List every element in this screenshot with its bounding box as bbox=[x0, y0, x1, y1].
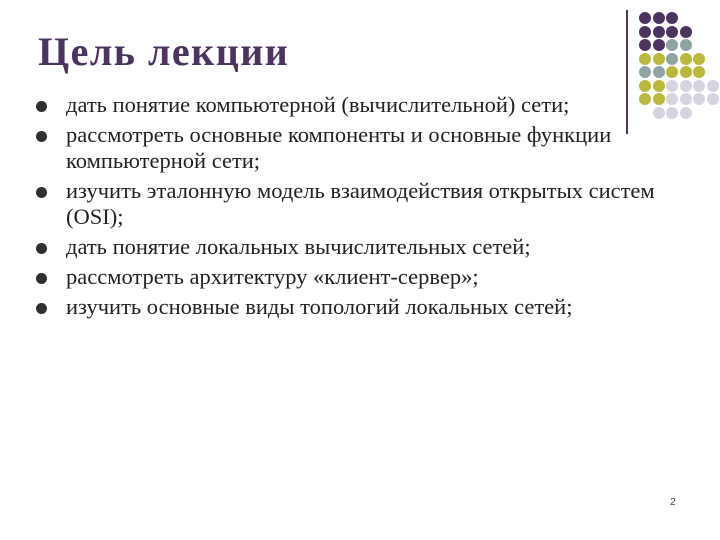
bullet-text: изучить основные виды топологий локальных сетей; bbox=[66, 294, 573, 319]
decorative-dot bbox=[707, 93, 719, 105]
bullet-item bbox=[34, 294, 674, 320]
decorative-dot bbox=[680, 66, 692, 78]
decorative-dot bbox=[653, 53, 665, 65]
decorative-dot bbox=[639, 66, 651, 78]
decorative-dot bbox=[666, 12, 678, 24]
bullet-item bbox=[34, 264, 674, 290]
bullet-list bbox=[34, 92, 674, 324]
decorative-dot bbox=[680, 93, 692, 105]
decorative-dot bbox=[639, 80, 651, 92]
bullet-dot-icon bbox=[36, 131, 47, 142]
bullet-text: изучить эталонную модель взаимодействия открытых систем (OSI); bbox=[66, 178, 655, 229]
decorative-dot bbox=[653, 80, 665, 92]
bullet-dot-icon bbox=[36, 187, 47, 198]
decorative-dot bbox=[653, 26, 665, 38]
decorative-dot bbox=[680, 107, 692, 119]
decorative-dot bbox=[639, 39, 651, 51]
decorative-dot bbox=[693, 66, 705, 78]
decorative-dot bbox=[653, 39, 665, 51]
decorative-dot bbox=[639, 53, 651, 65]
slide-title: Цель лекции bbox=[38, 29, 290, 74]
decorative-dot bbox=[666, 39, 678, 51]
bullet-item bbox=[34, 122, 674, 174]
bullet-item bbox=[34, 178, 674, 230]
decorative-dot bbox=[639, 12, 651, 24]
bullet-item bbox=[34, 234, 674, 260]
decorative-dot bbox=[693, 53, 705, 65]
decorative-dot bbox=[680, 26, 692, 38]
bullet-dot-icon bbox=[36, 101, 47, 112]
decorative-dot bbox=[693, 93, 705, 105]
bullet-dot-icon bbox=[36, 273, 47, 284]
decorative-dot bbox=[707, 80, 719, 92]
bullet-text: рассмотреть основные компоненты и основные функции компьютерной сети; bbox=[66, 122, 612, 173]
decorative-dot bbox=[680, 80, 692, 92]
decorative-dot bbox=[653, 66, 665, 78]
decorative-dot bbox=[666, 26, 678, 38]
decorative-dot bbox=[680, 53, 692, 65]
decorative-dot bbox=[653, 12, 665, 24]
page-number: 2 bbox=[670, 497, 676, 508]
bullet-dot-icon bbox=[36, 303, 47, 314]
decorative-dot bbox=[639, 26, 651, 38]
bullet-text: дать понятие локальных вычислительных сетей; bbox=[66, 234, 531, 259]
decorative-dot bbox=[666, 66, 678, 78]
bullet-text: дать понятие компьютерной (вычислительной) сети; bbox=[66, 92, 570, 117]
decorative-dot bbox=[680, 39, 692, 51]
decorative-dot bbox=[693, 80, 705, 92]
bullet-item bbox=[34, 92, 674, 118]
bullet-text: рассмотреть архитектуру «клиент-сервер»; bbox=[66, 264, 479, 289]
decorative-dot bbox=[666, 53, 678, 65]
decorative-dot bbox=[666, 80, 678, 92]
bullet-dot-icon bbox=[36, 243, 47, 254]
